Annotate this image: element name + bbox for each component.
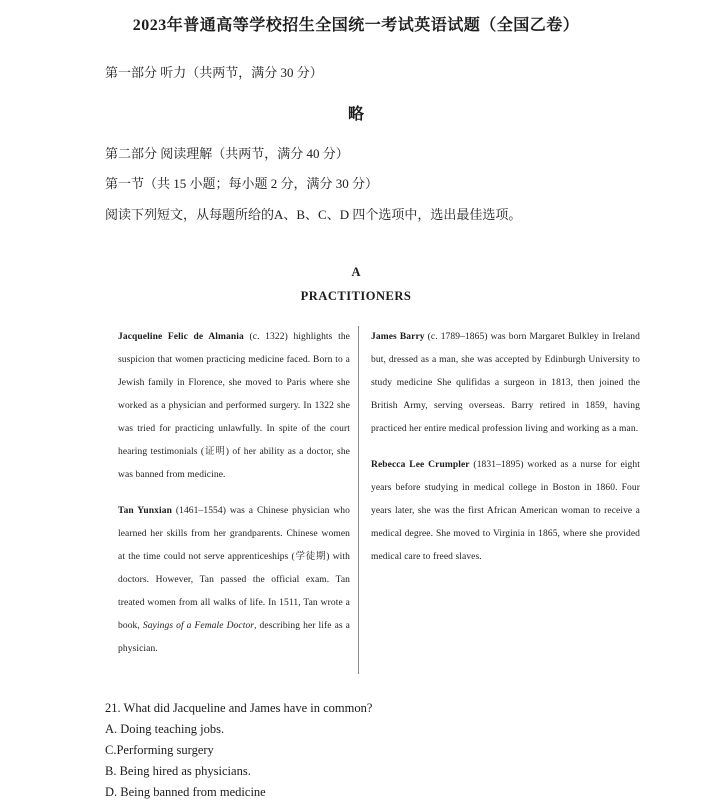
passage-title: PRACTITIONERS <box>300 289 412 303</box>
bio-paragraph-jacqueline <box>118 326 350 487</box>
book-title: Sayings of a Female Doctor <box>142 621 255 631</box>
question-option-b: B. Being hired as physicians. <box>105 764 251 778</box>
bio-left-column <box>118 326 359 674</box>
section1-heading: 第一节（共 15 小题；每小题 2 分，满分 30 分） <box>105 176 379 191</box>
bio-text: (1831–1895) worked as a nurse for eight years before studying in medical college in Boston in 1860. Four years later, she was the first African American woman to receive a medical degree. She moved to Virginia in 1865, where she provided medical care to freed slaves. <box>371 460 640 562</box>
bio-text: (c. 1322) highlights the suspicion that women practicing medicine faced. Born to a Jewish family in Florence, she moved to Paris where she worked as a physician and performed surgery. In 1322 she was tried for practicing unlawfully. In spite of the court hearing testimonials (证明) of her ability as a doctor, she was banned from medicine. <box>118 332 350 480</box>
passage-label: A <box>351 265 361 279</box>
bio-name: Rebecca Lee Crumpler <box>371 460 470 470</box>
bio-name: Tan Yunxian <box>118 506 172 516</box>
part2-heading: 第二部分 阅读理解（共两节，满分 40 分） <box>105 146 349 161</box>
bio-text: (c. 1789–1865) was born Margaret Bulkley in Ireland but, dressed as a man, she was accepted by Edinburgh University to study medicine She qulifidas a surgeon in 1813, then joined the British Army, serving overseas. Barry retired in 1859, having practiced her entire medical profession living and working as a man. <box>371 332 640 434</box>
bio-text: (1461–1554) was a Chinese physician who learned her skills from her grandparents. Chinese women at the time could not serve apprenticeships (学徒期) with doctors. However, Tan passed the official exam. Tan treated women from all walks of life. In 1511, Tan wrote a book, <box>118 506 350 631</box>
bio-name: Jacqueline Felic de Almania <box>118 332 244 342</box>
question-21-block <box>105 698 712 803</box>
bio-right-column <box>359 326 640 674</box>
skip-marker: 略 <box>347 106 364 123</box>
bio-paragraph-james-barry <box>371 326 640 441</box>
bio-paragraph-rebecca-crumpler <box>371 454 640 569</box>
question-stem: 21. What did Jacqueline and James have in common? <box>105 701 373 715</box>
bio-two-column-table <box>118 326 640 674</box>
page-title: 2023年普通高等学校招生全国统一考试英语试题（全国乙卷） <box>132 17 580 34</box>
bio-paragraph-tan-yunxian <box>118 500 350 661</box>
reading-instruction: 阅读下列短文，从每题所给的A、B、C、D 四个选项中，选出最佳选项。 <box>105 207 522 222</box>
bio-name: James Barry <box>371 332 425 342</box>
part1-heading: 第一部分 听力（共两节，满分 30 分） <box>105 65 323 80</box>
question-option-a: A. Doing teaching jobs. <box>105 722 225 736</box>
bio-text: , describing her life as a physician. <box>118 621 350 654</box>
question-option-c: C.Performing surgery <box>105 743 214 757</box>
question-option-d: D. Being banned from medicine <box>105 785 266 799</box>
